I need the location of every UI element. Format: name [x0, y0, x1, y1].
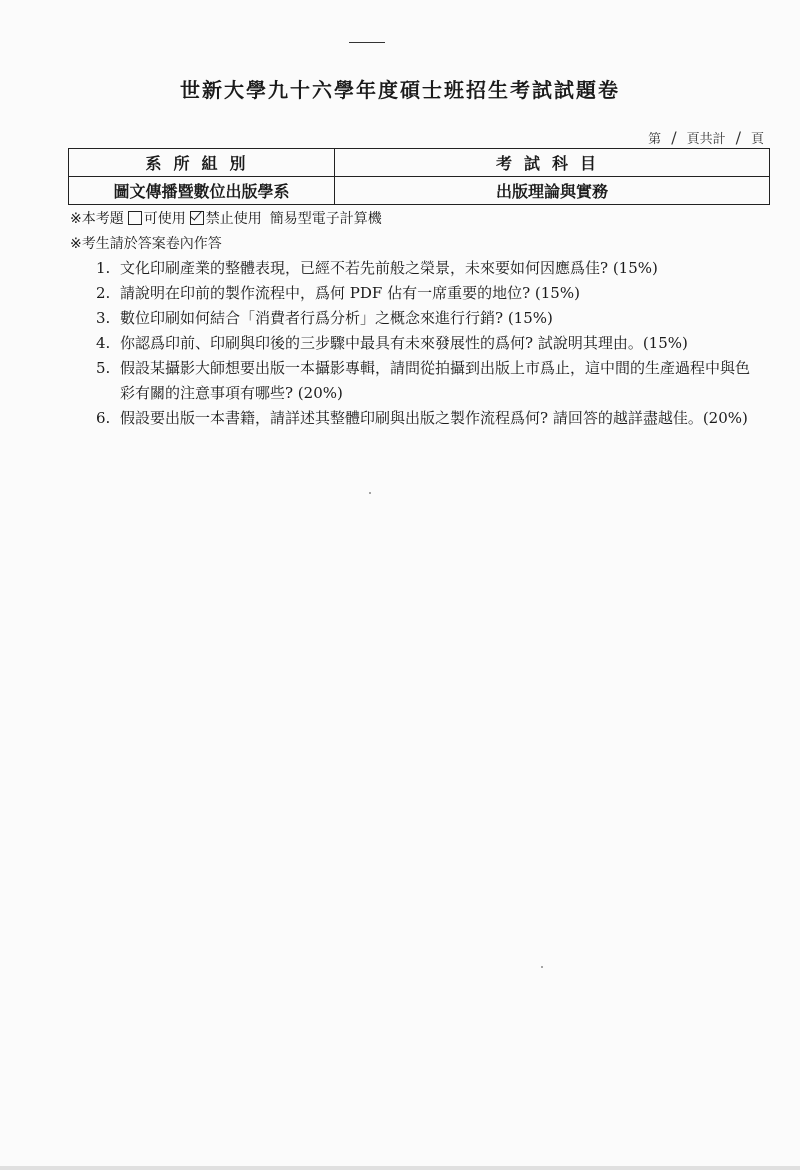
subject-value-cell: 出版理論與實務 — [335, 177, 770, 205]
question-item — [96, 331, 756, 356]
allowed-label: 可使用 — [143, 211, 186, 227]
department-value-cell: 圖文傳播暨數位出版學系 — [69, 177, 335, 205]
question-number: 5. — [96, 359, 111, 377]
page-counter-middle: 頁共計 — [686, 132, 726, 147]
page-counter-suffix: 頁 — [750, 132, 764, 147]
calculator-note — [70, 208, 382, 228]
question-item — [96, 306, 756, 331]
question-number: 1. — [96, 259, 111, 277]
scan-bottom-edge — [0, 1166, 800, 1170]
question-text: 假設某攝影大師想要出版一本攝影專輯，請問從拍攝到出版上市爲止，這中間的生產過程中與色彩有關的注意事項有哪些? (20%) — [120, 359, 751, 402]
exam-info-table — [68, 148, 770, 205]
page-counter — [648, 128, 764, 147]
exam-title: 世新大學九十六學年度碩士班招生考試試題卷 — [180, 78, 620, 102]
question-number: 2. — [96, 284, 111, 302]
question-item — [96, 256, 756, 281]
question-text: 假設要出版一本書籍，請詳述其整體印刷與出版之製作流程爲何? 請回答的越詳盡越佳。(20%) — [120, 409, 748, 427]
allowed-checkbox[interactable] — [128, 211, 142, 225]
question-text: 你認爲印前、印刷與印後的三步驟中最具有未來發展性的爲何? 試說明其理由。(15%) — [120, 334, 688, 352]
question-item — [96, 356, 756, 406]
info-table-header-row — [69, 149, 770, 177]
question-list — [96, 256, 756, 431]
slash-mark: / — [735, 128, 741, 147]
question-item — [96, 406, 756, 431]
question-text: 數位印刷如何結合「消費者行爲分析」之概念來進行行銷? (15%) — [120, 309, 553, 327]
question-number: 4. — [96, 334, 111, 352]
question-number: 6. — [96, 409, 111, 427]
calculator-name: 簡易型電子計算機 — [269, 211, 382, 227]
calculator-note-prefix: ※本考題 — [70, 211, 124, 227]
answer-instruction: ※考生請於答案卷內作答 — [70, 236, 222, 252]
scan-speck — [369, 492, 371, 494]
top-dash-mark — [349, 42, 385, 43]
subject-header-cell: 考試科目 — [335, 149, 770, 177]
question-number: 3. — [96, 309, 111, 327]
info-table-value-row — [69, 177, 770, 205]
question-text: 文化印刷產業的整體表現，已經不若先前般之榮景，未來要如何因應爲佳? (15%) — [120, 259, 658, 277]
scan-speck — [541, 966, 543, 968]
forbidden-label: 禁止使用 — [205, 211, 262, 227]
question-text: 請說明在印前的製作流程中，爲何 PDF 佔有一席重要的地位? (15%) — [120, 284, 580, 302]
page-counter-prefix: 第 — [648, 132, 662, 147]
slash-mark: / — [671, 128, 677, 147]
forbidden-checkbox[interactable] — [190, 211, 204, 225]
question-item — [96, 281, 756, 306]
department-header-cell: 系所組別 — [69, 149, 335, 177]
